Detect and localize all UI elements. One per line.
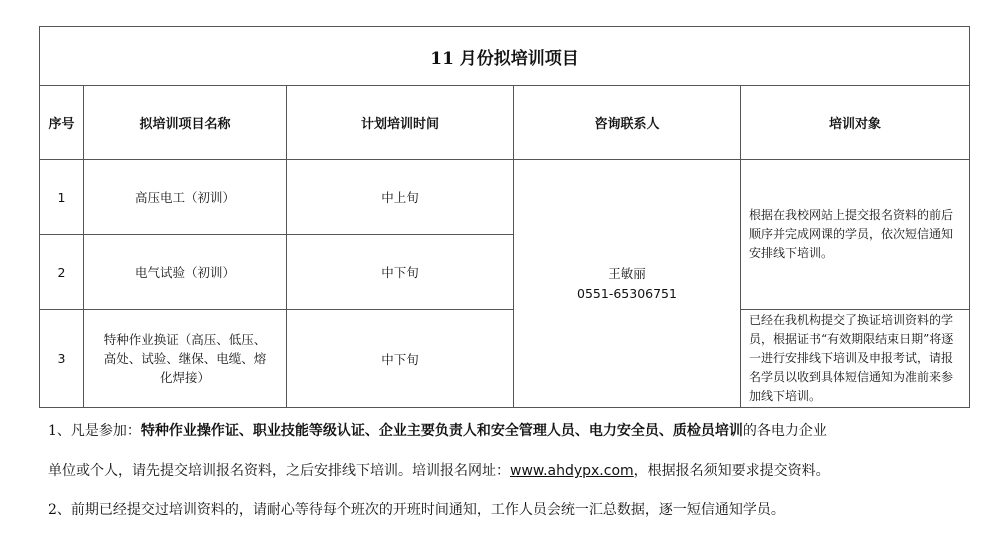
- note-1-bold: 特种作业操作证、职业技能等级认证、企业主要负责人和安全管理人员、电力安全员、质检员培训: [140, 423, 743, 439]
- header-contact: 咨询联系人: [514, 86, 741, 160]
- header-time: 计划培训时间: [287, 86, 514, 160]
- row-no: 1: [40, 160, 84, 235]
- contact-cell: [514, 160, 741, 408]
- note-2-suffix: ，根据报名须知要求提交资料。: [633, 463, 830, 479]
- row-no: 2: [40, 235, 84, 310]
- training-table: [39, 26, 970, 408]
- note-2-prefix: 单位或个人，请先提交培训报名资料，之后安排线下培训。培训报名网址：: [48, 463, 510, 479]
- row-name: 特种作业换证（高压、低压、高处、试验、继保、电缆、熔化焊接）: [84, 310, 287, 408]
- row-time: 中上旬: [287, 160, 514, 235]
- row-name: 高压电工（初训）: [84, 160, 287, 235]
- registration-link[interactable]: www.ahdypx.com: [510, 463, 634, 479]
- note-1: [48, 420, 827, 440]
- table-row: [40, 160, 970, 235]
- contact-phone: 0551-65306751: [577, 285, 677, 301]
- note-2: 2、前期已经提交过培训资料的，请耐心等待每个班次的开班时间通知，工作人员会统一汇总数据，逐一短信通知学员。: [48, 502, 785, 518]
- note-1-suffix: 的各电力企业: [742, 423, 827, 439]
- target-initial: 根据在我校网站上提交报名资料的前后顺序并完成网课的学员，依次短信通知安排线下培训。: [741, 160, 970, 310]
- header-row: [40, 86, 970, 160]
- table-row: [40, 310, 970, 408]
- row-time: 中下旬: [287, 235, 514, 310]
- note-1-cont: [48, 460, 830, 480]
- table-title: 11 月份拟培训项目: [40, 27, 970, 86]
- header-name: 拟培训项目名称: [84, 86, 287, 160]
- header-no: 序号: [40, 86, 84, 160]
- target-renewal: 已经在我机构提交了换证培训资料的学员，根据证书“有效期限结束日期”将逐一进行安排线下培训及申报考试，请报名学员以收到具体短信通知为准前来参加线下培训。: [741, 310, 970, 408]
- row-name: 电气试验（初训）: [84, 235, 287, 310]
- row-time: 中下旬: [287, 310, 514, 408]
- header-target: 培训对象: [741, 86, 970, 160]
- contact-name: 王敏丽: [608, 265, 646, 281]
- row-no: 3: [40, 310, 84, 408]
- note-1-prefix: 1、凡是参加：: [48, 423, 141, 439]
